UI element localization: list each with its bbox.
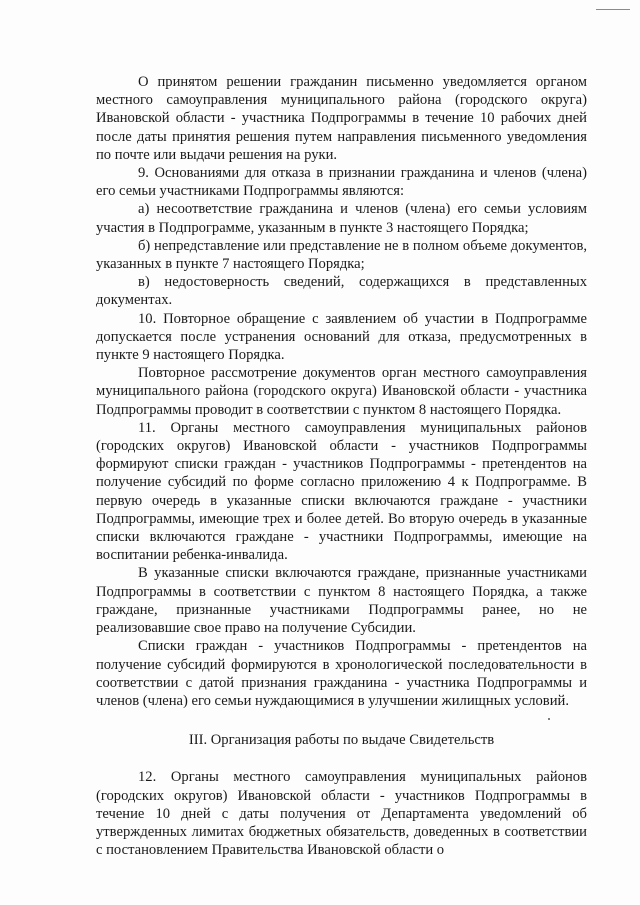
- section-title: III. Организация работы по выдаче Свидетельств: [188, 732, 495, 749]
- paragraph-11-lists-order: Списки граждан - участников Подпрограммы - претендентов на получение субсидий формируются в хронологической последовательности в соответствии с датой признания гражданина - участника Подпрограммы и членов (члена) его семьи нуждающимися в улучшении жилищных условий.: [96, 638, 587, 709]
- paragraph-9b: б) непредставление или представление не в полном объеме документов, указанных в пункте 7 настоящего Порядка;: [96, 237, 587, 273]
- paragraph-9c: в) недостоверность сведений, содержащихся в представленных документах.: [96, 274, 587, 309]
- paragraph-decision-notification: О принятом решении гражданин письменно уведомляется органом местного самоуправления муниципального района (городского округа) Ивановской области - участника Подпрограммы в течение 10 рабочих дней после даты принятия решения путем направления письменного уведомления по почте или выдачи решения на руки.: [96, 74, 587, 163]
- scan-corner-mark: [596, 9, 630, 10]
- paragraph-11-lists-inclusion: В указанные списки включаются граждане, признанные участниками Подпрограммы в соответствии с пунктом 8 настоящего Порядка, а также граждане, признанные участниками Подпрограммы ранее, но не реализовавшие свое право на получение Субсидии.: [96, 565, 587, 637]
- paragraph-9a: а) несоответствие гражданина и членов (члена) его семьи условиям участия в Подпрограмме, указанным в пункте 3 настоящего Порядка;: [96, 201, 587, 236]
- scan-speck: [548, 718, 550, 720]
- paragraph-10-repeat-review: Повторное рассмотрение документов орган местного самоуправления муниципального района (городского округа) Ивановской области - участника Подпрограммы проводит в соответствии с пунктом 8 настоящего Порядка.: [96, 365, 587, 418]
- paragraph-9-refusal-grounds: 9. Основаниями для отказа в признании гражданина и членов (члена) его семьи участниками Подпрограммы являются:: [96, 165, 587, 200]
- paragraph-12: 12. Органы местного самоуправления муниципальных районов (городских округов) Ивановской области - участников Подпрограммы в течение 10 дней с даты получения от Департамента уведомлений об утвержденных лимитах бюджетных обязательств, доведенных в соответствии с постановлением Правительства Ивановской области о: [96, 769, 587, 859]
- paragraph-11: 11. Органы местного самоуправления муниципальных районов (городских округов) Ивановской области - участников Подпрограммы формируют списки граждан - участников Подпрограммы - претендентов на получение субсидий по форме согласно приложению 4 к Подпрограмме. В первую очередь в указанные списки включаются граждане - участники Подпрограммы, имеющие трех и более детей. Во вторую очередь в указанные списки включаются граждане - участники Подпрограммы, имеющие на воспитании ребенка-инвалида.: [96, 419, 587, 564]
- document-body: [96, 73, 587, 859]
- paragraph-10: 10. Повторное обращение с заявлением об участии в Подпрограмме допускается после устранения оснований для отказа, предусмотренных в пункте 9 настоящего Порядка.: [96, 310, 587, 364]
